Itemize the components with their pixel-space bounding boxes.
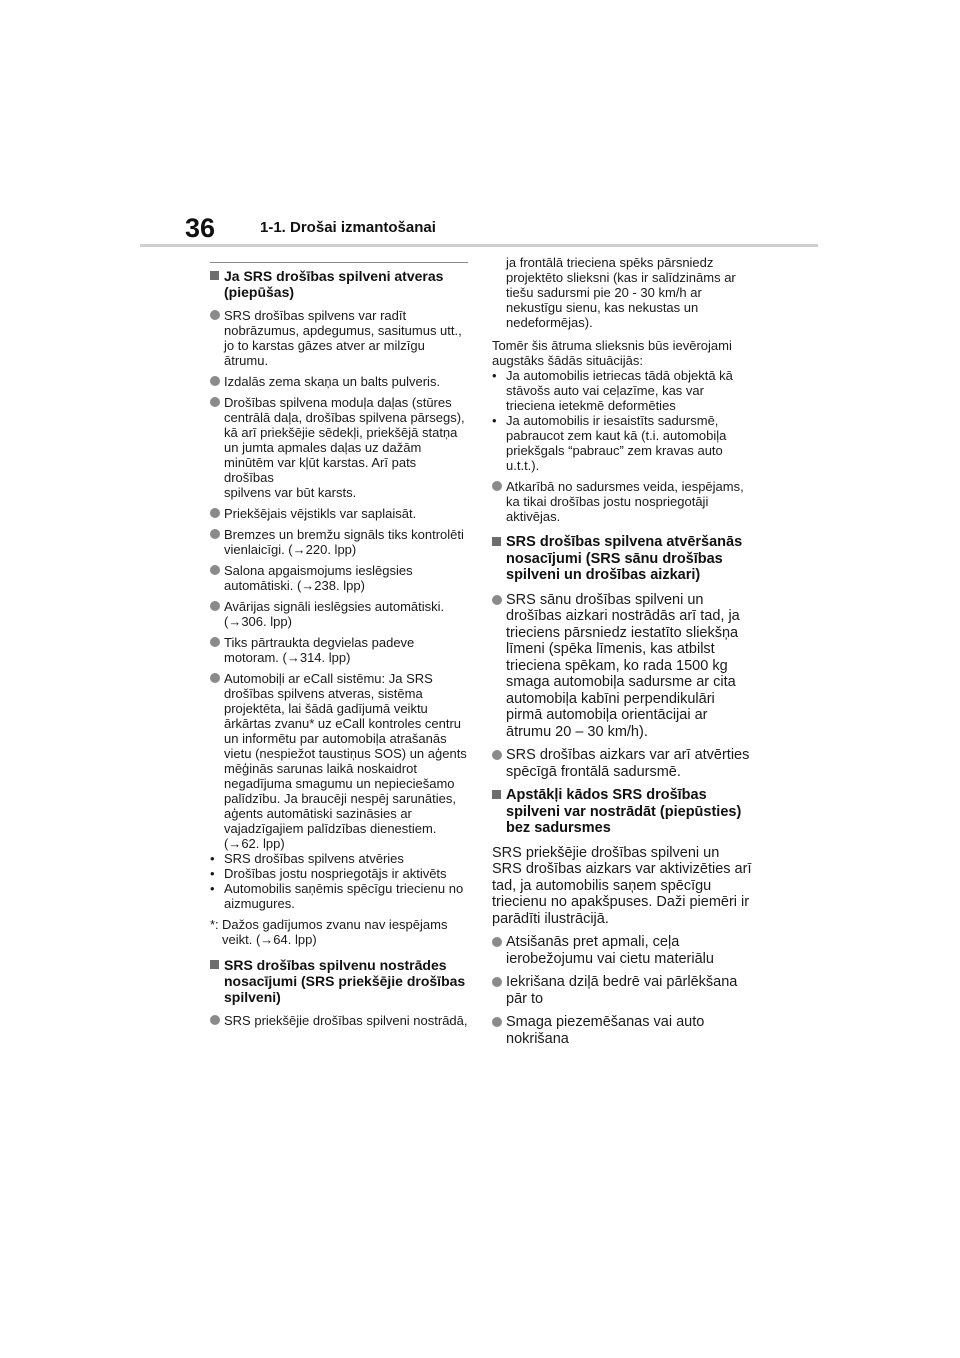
bullet-dot-icon [492, 1017, 502, 1027]
header-divider [140, 244, 818, 247]
threshold-situations-list [492, 368, 756, 473]
bullet-dot-icon [492, 977, 502, 987]
square-bullet-icon [210, 960, 219, 969]
left-column [210, 262, 468, 1034]
bullet-dot-icon [210, 310, 220, 320]
list-item: Salona apgaismojums ieslēgsies automātiski. (→238. lpp) [210, 563, 468, 593]
paragraph-underside-impact: SRS priekšējie drošības spilveni un SRS drošības aizkars var aktivizēties arī tad, ja automobilis saņem spēcīgu triecienu no apakšpuses. Daži piemēri ir parādīti ilustrācijā. [492, 844, 752, 927]
bullet-dot-icon [492, 595, 502, 605]
section-heading-no-collision-deploy: Apstākļi kādos SRS drošības spilveni var nostrādāt (piepūsties) bez sadursmes [492, 787, 756, 837]
bullet-dot-icon [210, 529, 220, 539]
section-divider [210, 262, 468, 263]
section-title: 1-1. Drošai izmantošanai [260, 219, 436, 236]
sub-list-item: • Ja automobilis ir iesaistīts sadursmē, pabraucot zem kaut kā (t.i. automobiļa priekšgals “pabrauc” zem kravas auto u.t.t.). [492, 413, 727, 473]
section-heading-airbags-deploy: Ja SRS drošības spilveni atveras (piepūšas) [210, 268, 468, 300]
list-item: Tiks pārtraukta degvielas padeve motoram. (→314. lpp) [210, 635, 468, 665]
list-item: Priekšējais vējstikls var saplaisāt. [210, 506, 468, 521]
sub-list-item: • SRS drošības spilvens atvēries [210, 851, 404, 866]
list-item: SRS drošības aizkars var arī atvērties spēcīgā frontālā sadursmē. [492, 747, 756, 780]
list-item: SRS drošības spilvens var radīt nobrāzumus, apdegumus, sasitumus utt., jo to karstas gāzes atver ar milzīgu ātrumu. [210, 308, 468, 368]
bullet-dot-icon [210, 1015, 220, 1025]
bullet-dot-icon [210, 673, 220, 683]
list-item: SRS sānu drošības spilveni un drošības aizkari nostrādās arī tad, ja trieciens pārsniedz iestatīto sliekšņa līmeni (spēka līmenis, kas atbilst trieciena spēkam, ko rada 1500 kg smaga automobiļa sadursme ar cita automobiļa kabīni perpendikulāri pirmā automobiļa orientācijai ar ātrumu 20 – 30 km/h). [492, 592, 756, 741]
footnote: *: Dažos gadījumos zvanu nav iespējams veikt. (→64. lpp) [210, 917, 448, 947]
bullet-dot-icon [210, 397, 220, 407]
sub-list-item: • Ja automobilis ietriecas tādā objektā kā stāvošs auto vai ceļazīme, kas var trieciena ietekmē deformēties [492, 368, 733, 413]
bullet-dot-icon [210, 508, 220, 518]
ecall-conditions-list [210, 851, 468, 911]
sub-list-item: • Drošības jostu nospriegotājs ir aktivēts [210, 866, 447, 881]
list-item: Atsišanās pret apmali, ceļa ierobežojumu vai cietu materiālu [492, 934, 756, 967]
square-bullet-icon [492, 790, 501, 799]
paragraph-threshold: Tomēr šis ātruma slieksnis būs ievērojami augstāks šādās situācijās: [492, 338, 732, 368]
section-heading-front-airbag-conditions: SRS drošības spilvenu nostrādes nosacījumi (SRS priekšējie drošības spilveni) [210, 957, 468, 1005]
right-column [492, 255, 756, 1054]
bullet-dot-icon [210, 565, 220, 575]
list-item: Bremzes un bremžu signāls tiks kontrolēti vienlaicīgi. (→220. lpp) [210, 527, 468, 557]
square-bullet-icon [210, 271, 219, 280]
page-number: 36 [185, 213, 216, 243]
bullet-dot-icon [492, 481, 502, 491]
square-bullet-icon [492, 537, 501, 546]
bullet-dot-icon [210, 637, 220, 647]
section-heading-side-airbag-conditions: SRS drošības spilvena atvēršanās nosacījumi (SRS sānu drošības spilveni un drošības aizkari) [492, 534, 756, 584]
list-item: Izdalās zema skaņa un balts pulveris. [210, 374, 468, 389]
list-item: Iekrišana dziļā bedrē vai pārlēkšana pār to [492, 974, 756, 1007]
sub-list-item: • Automobilis saņēmis spēcīgu triecienu no aizmugures. [210, 881, 464, 911]
list-item: Atkarībā no sadursmes veida, iespējams, ka tikai drošības jostu nospriegotāji aktivējas. [492, 479, 756, 524]
list-item: Smaga piezemēšanas vai auto nokrišana [492, 1014, 756, 1047]
bullet-dot-icon [210, 601, 220, 611]
list-item: Drošības spilvena moduļa daļas (stūres centrālā daļa, drošības spilvena pārsegs), kā arī priekšējie sēdekļi, priekšējā statņa un jumta apmales daļas uz dažām minūtēm var kļūt karstas. Arī pats drošības spilvens var būt karsts. [210, 395, 468, 500]
bullet-dot-icon [210, 376, 220, 386]
continued-paragraph: ja frontālā trieciena spēks pārsniedz projektēto slieksni (kas ir salīdzināms ar tiešu sadursmi pie 20 - 30 km/h ar nekustīgu sienu, kas nekustas un nedeformējas). [506, 255, 736, 330]
list-item-ecall: Automobiļi ar eCall sistēmu: Ja SRS drošības spilvens atveras, sistēma projektēta, lai šādā gadījumā veiktu ārkārtas zvanu* uz eCall kontroles centru un informētu par automobiļa atrašanās vietu (nespiežot taustiņus SOS) un aģents mēģinās sarunas laikā noskaidrot negadījuma smagumu un nepieciešamo palīdzību. Ja braucēji nespēj sarunāties, aģents automātiski sazināsies ar vajadzīgajiem palīdzības dienestiem. (→62. lpp) [210, 671, 468, 851]
bullet-dot-icon [492, 750, 502, 760]
list-item: Avārijas signāli ieslēgsies automātiski. (→306. lpp) [210, 599, 468, 629]
bullet-dot-icon [492, 937, 502, 947]
list-item: SRS priekšējie drošības spilveni nostrādā, [210, 1013, 468, 1028]
